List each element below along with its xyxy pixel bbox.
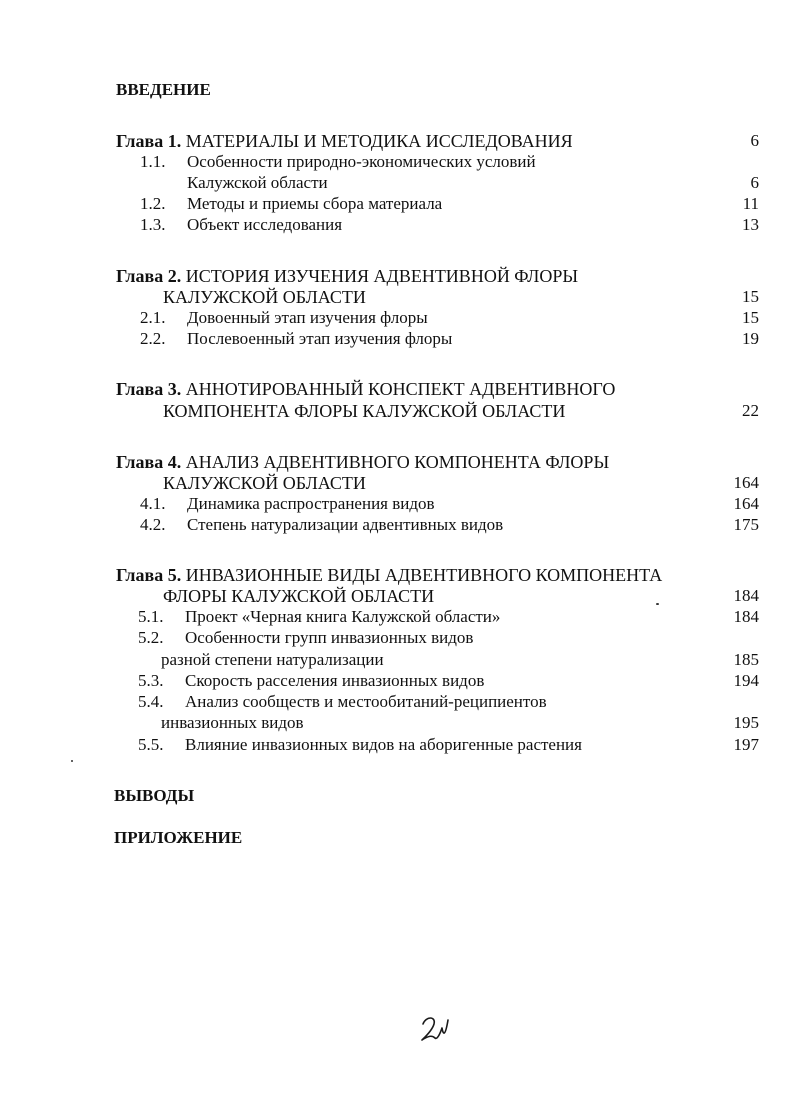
chapter-1-title: МАТЕРИАЛЫ И МЕТОДИКА ИССЛЕДОВАНИЯ — [185, 131, 573, 151]
section-5-5-title: Влияние инвазионных видов на аборигенные растения — [185, 735, 582, 754]
chapter-1-prefix: Глава 1. — [116, 131, 182, 151]
section-1-1-num: 1.1. — [140, 152, 166, 171]
chapter-1-heading — [116, 131, 573, 151]
section-5-4-title-cont: инвазионных видов — [161, 713, 304, 732]
chapter-5-page: 184 — [733, 586, 759, 605]
section-1-3-title: Объект исследования — [187, 215, 343, 234]
chapter-2-prefix: Глава 2. — [116, 266, 182, 286]
chapter-5-title-cont: ФЛОРЫ КАЛУЖСКОЙ ОБЛАСТИ — [163, 586, 435, 606]
section-5-1-page: 184 — [733, 607, 759, 626]
section-4-2-page: 175 — [733, 515, 759, 534]
section-2-1-page: 15 — [742, 308, 759, 327]
section-5-3-num: 5.3. — [138, 671, 164, 690]
section-5-4-num: 5.4. — [138, 692, 164, 711]
chapter-2-page: 15 — [742, 287, 759, 306]
chapter-4-title: АНАЛИЗ АДВЕНТИВНОГО КОМПОНЕНТА ФЛОРЫ — [185, 452, 610, 472]
scan-speck — [71, 760, 73, 762]
section-1-1-title: Особенности природно-экономических условий — [187, 152, 536, 171]
chapter-5-prefix: Глава 5. — [116, 565, 182, 585]
section-2-2-num: 2.2. — [140, 329, 166, 348]
section-5-2-title: Особенности групп инвазионных видов — [185, 628, 474, 647]
section-5-2-title-cont: разной степени натурализации — [161, 650, 384, 669]
section-5-5-num: 5.5. — [138, 735, 164, 754]
section-5-4-title: Анализ сообществ и местообитаний-реципиентов — [185, 692, 547, 711]
section-4-1-num: 4.1. — [140, 494, 166, 513]
chapter-3-heading — [116, 379, 615, 399]
section-5-3-title: Скорость расселения инвазионных видов — [185, 671, 485, 690]
section-2-1-num: 2.1. — [140, 308, 166, 327]
chapter-5-title: ИНВАЗИОННЫЕ ВИДЫ АДВЕНТИВНОГО КОМПОНЕНТА — [185, 565, 663, 585]
chapter-2-heading — [116, 266, 578, 286]
section-5-1-title: Проект «Черная книга Калужской области» — [185, 607, 501, 626]
section-1-2-title: Методы и приемы сбора материала — [187, 194, 443, 213]
heading-appendix: ПРИЛОЖЕНИЕ — [114, 828, 243, 847]
section-2-1-title: Довоенный этап изучения флоры — [187, 308, 428, 327]
section-1-3-page: 13 — [742, 215, 759, 234]
chapter-2-title: ИСТОРИЯ ИЗУЧЕНИЯ АДВЕНТИВНОЙ ФЛОРЫ — [185, 266, 579, 286]
chapter-3-page: 22 — [742, 401, 759, 420]
chapter-3-prefix: Глава 3. — [116, 379, 182, 399]
chapter-2-title-cont: КАЛУЖСКОЙ ОБЛАСТИ — [163, 287, 366, 307]
chapter-4-heading — [116, 452, 609, 472]
chapter-5-heading — [116, 565, 662, 585]
section-2-2-title: Послевоенный этап изучения флоры — [187, 329, 453, 348]
section-2-2-page: 19 — [742, 329, 759, 348]
scan-speck — [656, 603, 659, 605]
section-1-1-page: 6 — [750, 173, 759, 192]
chapter-3-title-cont: КОМПОНЕНТА ФЛОРЫ КАЛУЖСКОЙ ОБЛАСТИ — [163, 401, 566, 421]
chapter-4-prefix: Глава 4. — [116, 452, 182, 472]
chapter-4-title-cont: КАЛУЖСКОЙ ОБЛАСТИ — [163, 473, 366, 493]
section-5-1-num: 5.1. — [138, 607, 164, 626]
chapter-3-title: АННОТИРОВАННЫЙ КОНСПЕКТ АДВЕНТИВНОГО — [185, 379, 616, 399]
section-5-3-page: 194 — [733, 671, 759, 690]
chapter-1-page: 6 — [750, 131, 759, 150]
section-4-1-page: 164 — [733, 494, 759, 513]
section-4-2-title: Степень натурализации адвентивных видов — [187, 515, 504, 534]
heading-conclusions: ВЫВОДЫ — [114, 786, 195, 805]
section-5-2-num: 5.2. — [138, 628, 164, 647]
heading-intro: ВВЕДЕНИЕ — [116, 80, 211, 99]
section-5-2-page: 185 — [733, 650, 759, 669]
section-1-3-num: 1.3. — [140, 215, 166, 234]
section-4-2-num: 4.2. — [140, 515, 166, 534]
section-1-2-num: 1.2. — [140, 194, 166, 213]
chapter-4-page: 164 — [733, 473, 759, 492]
section-5-5-page: 197 — [733, 735, 759, 754]
section-5-4-page: 195 — [733, 713, 759, 732]
handwritten-page-number — [418, 1014, 452, 1044]
section-1-2-page: 11 — [742, 194, 759, 213]
section-4-1-title: Динамика распространения видов — [187, 494, 435, 513]
section-1-1-title-cont: Калужской области — [187, 173, 328, 192]
